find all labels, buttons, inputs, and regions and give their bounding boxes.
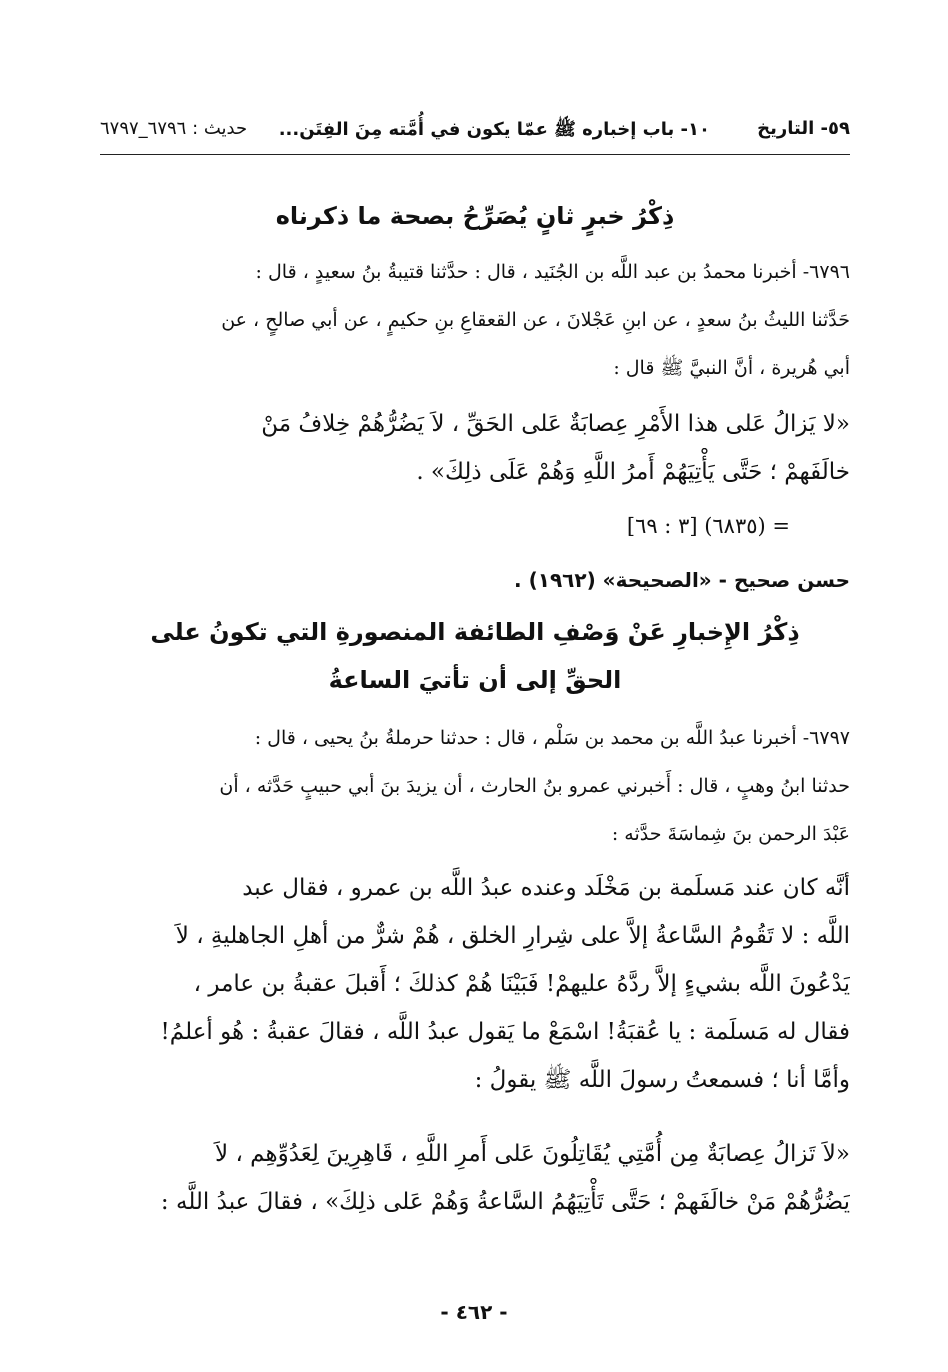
heading-1-text: ذِكْرُ خبرٍ ثانٍ يُصَرِّحُ بصحة ما ذكرناه bbox=[275, 202, 675, 230]
matn-line: خالَفَهمْ ؛ حَتَّى يَأْتِيَهُمْ أَمرُ اللَّهِ وَهُمْ عَلَى ذلِكَ» . bbox=[416, 459, 850, 485]
hadith-6796-isnad bbox=[100, 248, 850, 392]
isnad-line: حَدَّثنا الليثُ بنُ سعدٍ ، عن ابنِ عَجْلانَ ، عن القعقاعِ بنِ حكيمٍ ، عن أبي صالحٍ ، عن bbox=[221, 309, 850, 331]
isnad-line: ٦٧٩٧- أخبرنا عبدُ اللَّه بن محمد بن سَلْم ، قال : حدثنا حرملةُ بنُ يحيى ، قال : bbox=[254, 727, 850, 749]
hadith-6797-body bbox=[100, 864, 850, 1104]
header-section: ١٠- باب إخباره ﷺ عمّا يكون في أُمَّته مِنَ الفِتَن... bbox=[278, 119, 710, 140]
cross-reference bbox=[100, 502, 850, 550]
body-line: يَدْعُونَ اللَّه بشيءٍ إلاَّ ردَّهُ عليهمْ! فَبَيْنَا هُمْ كذلكَ ؛ أَقبلَ عقبةُ بن عامر ، bbox=[193, 971, 850, 997]
heading-2-line: ذِكْرُ الإِخبارِ عَنْ وَصْفِ الطائفة المنصورةِ التي تكونُ على bbox=[150, 618, 800, 646]
page-number: - ٤٦٢ - bbox=[440, 1300, 508, 1324]
grading bbox=[100, 556, 850, 604]
body-line: وأمَّا أنا ؛ فسمعتُ رسولَ اللَّه ﷺ يقولُ : bbox=[474, 1067, 850, 1093]
isnad-line: حدثنا ابنُ وهبٍ ، قال : أَخبرني عمرو بنُ الحارث ، أن يزيدَ بنَ أبي حبيبٍ حَدَّثه ، أن bbox=[219, 775, 850, 797]
matn-line: يَضُرُّهُمْ مَنْ خالَفَهمْ ؛ حَتَّى تَأْتِيَهُمُ السَّاعةُ وَهُمْ عَلى ذلِكَ» ، فقالَ عبدُ اللَّه : bbox=[160, 1189, 850, 1215]
header-hadith-range: حديث : ٦٧٩٦_٦٧٩٧ bbox=[100, 118, 248, 139]
header-divider bbox=[100, 154, 850, 155]
section-heading-2 bbox=[100, 608, 850, 704]
hadith-6797-isnad bbox=[100, 714, 850, 858]
header-chapter: ٥٩- التاريخ bbox=[757, 118, 850, 139]
running-header bbox=[100, 112, 850, 148]
matn-line: «لا يَزالُ عَلى هذا الأَمْرِ عِصابَةٌ عَلى الحَقِّ ، لاَ يَضُرُّهُمْ خِلافُ مَنْ bbox=[261, 411, 850, 437]
isnad-line: عَبْدَ الرحمن بنَ شِماسَةَ حدَّثه : bbox=[611, 823, 850, 845]
isnad-line: ٦٧٩٦- أخبرنا محمدُ بن عبد اللَّه بن الجُنَيد ، قال : حدَّثنا قتيبةُ بنُ سعيدٍ ، قال : bbox=[255, 261, 850, 283]
body-line: فقال له مَسلَمة : يا عُقبَةُ! اسْمَعْ ما يَقول عبدُ اللَّه ، فقالَ عقبةُ : هُو أعلمُ! bbox=[160, 1019, 850, 1045]
hadith-6796-matn bbox=[100, 400, 850, 496]
body-line: اللَّه : لا تَقُومُ السَّاعةُ إلاَّ على شِرارِ الخلق ، هُمْ شرٌّ من أهلِ الجاهليةِ ، لاَ bbox=[175, 923, 850, 949]
isnad-line: أبي هُريرة ، أنَّ النبيَّ ﷺ قال : bbox=[613, 357, 850, 379]
hadith-6797-matn bbox=[100, 1130, 850, 1226]
body-line: أنَّه كان عند مَسلَمة بن مَخْلَد وعنده عبدُ اللَّه بن عمرو ، فقال عبد bbox=[242, 875, 850, 901]
section-heading-1 bbox=[100, 192, 850, 240]
matn-line: «لاَ تَزالُ عِصابَةٌ مِن أُمَّتِي يُقَاتِلُونَ عَلى أَمرِ اللَّهِ ، قَاهِرِينَ لِعَدُوِّهِم ، لاَ bbox=[215, 1141, 850, 1167]
grading-text: حسن صحيح - «الصحيحة» (١٩٦٢) . bbox=[514, 568, 850, 592]
cross-reference-text: = (٦٨٣٥) [٣ : ٦٩] bbox=[626, 514, 790, 538]
heading-2-line: الحقِّ إلى أن تأتيَ الساعةُ bbox=[328, 666, 622, 694]
